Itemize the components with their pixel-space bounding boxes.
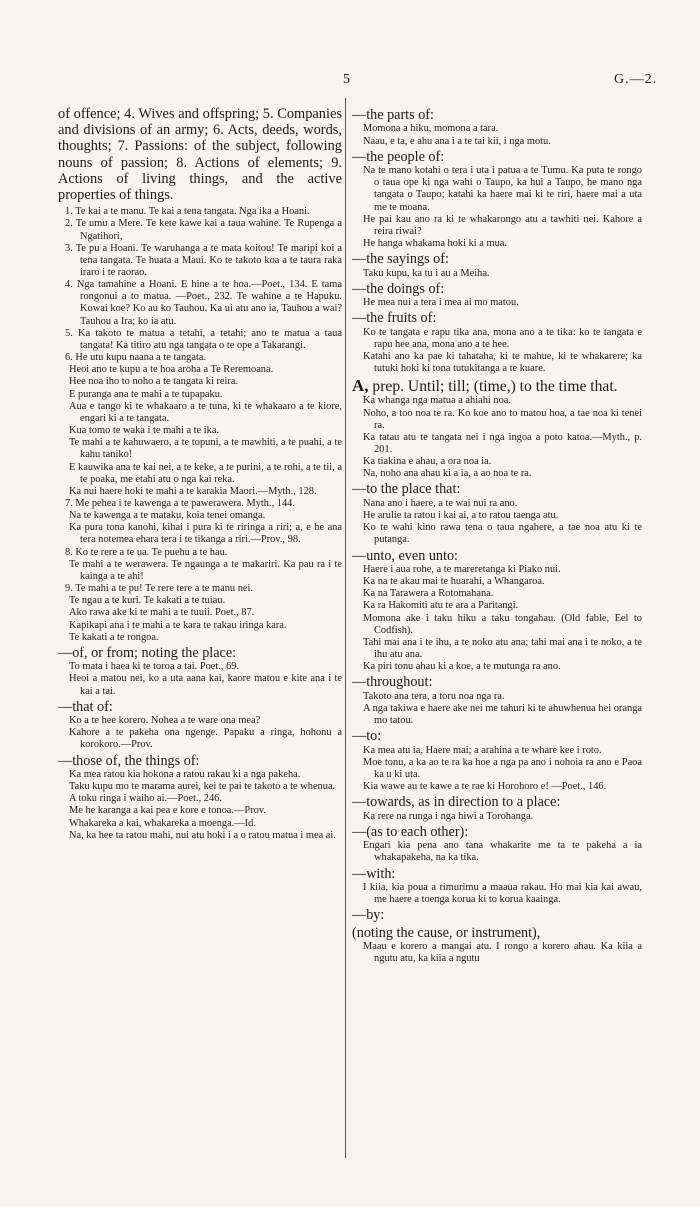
sense-heading: —those of, the things of: (58, 752, 200, 769)
sense-heading: —the sayings of: (352, 251, 449, 268)
example-line: Te kakati a te rongoa. (69, 631, 159, 643)
example-line: 8. Ko te rere a te ua. Te puehu a te hau. (65, 546, 228, 558)
example-line: Ka piri tonu ahau ki a koe, a te mutunga ra ano. (363, 661, 561, 673)
example-line: 9. Te mahi a te pu! Te rere tere a te manu nei. (65, 583, 253, 595)
example-line: I kiia, kia poua a rimurimu a maaua rakau. Ho mai kia kai awau, me haere a toenga korua ki to korua kaainga. (363, 881, 642, 906)
example-line: Ka mea ratou kia hokona a ratou rakau ki a nga pakeha. (69, 769, 301, 780)
example-line: 2. Te umu a Mere. Te kete kawe kai a taua wahine. Te Rupenga a Ngatihori, (65, 218, 342, 242)
sense-heading: —the doings of: (352, 280, 445, 297)
example-line: E kauwika ana te kai nei, a te keke, a te purini, a te rohi, a te tii, a te poaka, me etahi atu o nga kai reka. (69, 461, 342, 485)
example-line: He pai kau ano ra ki te whakarongo atu a tawhiti nei. Kahore a reira riwai? (363, 213, 642, 237)
example-line: Takoto ana tera, a toru noa nga ra. (363, 690, 505, 702)
example-line: Momona a hiku, momona a tara. (363, 123, 499, 135)
example-line: Ka rere na runga i nga hiwi a Torohanga. (363, 810, 534, 822)
right-column (352, 106, 642, 965)
example-line: Te mahi a te kahuwaero, a te topuni, a te mawhiti, a te puahi, a te kahu taniko! (69, 437, 342, 461)
example-line: Heoi a matou nei, ko a uta aana kai, kaore matou e kite ana i te kai a tai. (69, 673, 342, 697)
example-line: 1. Te kai a te manu. Te kai a tena tangata. Nga ika a Hoani. (65, 206, 310, 218)
example-line: Ko te tangata e rapu tika ana, mona ano a te tika: ko te tangata e rapu hee ana, mona ano a te hee. (363, 326, 642, 350)
example-line: A toku ringa i waiho ai.—Poet., 246. (69, 793, 222, 805)
example-line: He arulie ta ratou i kai ai, a to ratou taenga atu. (363, 510, 559, 522)
example-line: Ka pura tona kanohi, kihai i pura ki te riringa a riri; a, e he ana tera notemea ehara tera i te tikanga a riri.—Prov., 98. (69, 522, 342, 546)
example-line: Kia wawe au te kawe a te rae ki Horohoro e! —Poet., 146. (363, 781, 607, 793)
example-line: Whakareka a kai, whakareka a moenga.—Id. (69, 817, 256, 829)
document-reference: G.—2. (614, 72, 658, 87)
sense-heading: —by: (352, 907, 385, 924)
example-line: Heoi ano te kupu a te hoa aroha a Te Reremoana. (69, 364, 274, 376)
example-line: 4. Nga tamahine a Hoani. E hine a te hoa.—Poet., 134. E tama rongonui a to matua. —Poet., 232. Te wahine a te Hapuku. Kowai koe? Ko au ko Tauhou. Ka ui atu ano ia, Tauhou a wai? Tauhou a Ira; ko ia atu. (65, 279, 342, 327)
example-line: Me he karanga a kai pea e kore e tonoa.—Prov. (69, 805, 266, 817)
example-line: Taku kupu mo te marama aurei, kei te pai te takoto a te whenua. (69, 781, 336, 793)
example-line: Ko a te hee korero. Nohea a te ware ona mea? (69, 715, 261, 727)
sense-heading: —of, or from; noting the place: (58, 644, 237, 661)
example-line: Nana ano i haere, a te wai nui ra ano. (363, 497, 518, 509)
example-line: Na, noho ana ahau ki a ia, a ao noa te ra. (363, 468, 532, 480)
example-line: Ka whanga nga matua a ahiahi noa. (363, 395, 512, 407)
example-line: Ka tiakina e ahau, a ora noa ia. (363, 456, 492, 468)
example-line: Kapikapi ana i te mahi a te kara te rakau iringa kara. (69, 619, 287, 631)
headword-entry (352, 377, 642, 395)
example-line: 3. Te pu a Hoani. Te waruhanga a te mata koitou! Te maripi koi a tena tangata. Te huata a Maui. Ko te takoto koa a te taura raka iraro i te raorao. (65, 242, 342, 278)
example-line: 5. Ka takoto te matua a tetahi, a tetahi; ano te matua a taua tangata! Ka titiro atu nga tangata o te ope a Takarangi. (65, 327, 342, 351)
sense-heading: —the people of: (352, 148, 445, 165)
example-line: Taku kupu, ka tu i au a Meiha. (363, 267, 490, 279)
example-line: Kua tomo te waka i te mahi a te ika. (69, 425, 220, 437)
example-line: E puranga ana te mahi a te tupapaku. (69, 388, 223, 400)
column-divider (345, 98, 346, 1158)
sense-heading: —towards, as in direction to a place: (352, 794, 561, 811)
page-number: 5 (343, 72, 350, 87)
example-line: Na, ka hee ta ratou mahi, nui atu hoki i a o ratou matua i mea ai. (69, 829, 336, 841)
example-line: Haere i aua rohe, a te mareretanga ki Piako nui. (363, 563, 561, 575)
example-line: Engari kia pena ano tana whakarite me ta te pakeha a ia whakapakeha, na ka tika. (363, 840, 642, 864)
sense-heading: —that of: (58, 698, 113, 715)
sense-heading: —(as to each other): (352, 823, 469, 840)
example-line: Noho, a too noa te ra. Ko koe ano to matou hoa, a tae noa ki tenei ra. (363, 407, 642, 431)
paragraph: of offence; 4. Wives and offspring; 5. Companies and divisions of an army; 6. Acts, deeds, words, thoughts; 7. Passions: of the subject, following nouns of passion; 8. Actions of elements; 9. Actions of living things, and the active properties of things. (58, 106, 342, 204)
example-line: Te mahi a te werawera. Te ngaunga a te makariri. Ka pau ra i te kainga a te ahi! (69, 558, 342, 582)
example-line: 7. Me pehea i te kawenga a te pawerawera. Myth., 144. (65, 497, 295, 509)
example-line: Ka ra Hakomiti atu te ara a Paritangi. (363, 600, 519, 612)
example-line: Naau, e ta, e ahu ana i a te tai kii, i nga motu. (363, 135, 551, 147)
example-line: Momona ake i taku hiku a taku tongahau. (Old fable, Eel to Codfish). (363, 612, 642, 636)
example-line: Ka tatau atu te tangata nei i nga ingoa a poto katoa.—Myth., p. 201. (363, 431, 642, 455)
headword: A, (352, 376, 369, 396)
example-line: Moe tonu, a ka ao te ra ka hoe a nga pa ano i nohoia ra ano e Paoa ka u ki uta. (363, 756, 642, 780)
example-line: Ka na te akau mai te huarahi, a Whangaroa. (363, 576, 545, 588)
sense-heading: —the fruits of: (352, 310, 437, 327)
example-line: Na te kawenga a te mataku, koia tenei omanga. (69, 510, 266, 522)
example-line: Aua e tango ki te whakaaro a te tuna, ki te whakaaro a te kiore, engari ki a te tangata. (69, 400, 342, 424)
sense-heading: —unto, even unto: (352, 547, 458, 564)
example-line: Na te mano kotahi o tera i uta i patua a te Tumu. Ka puta te rongo o taua ope ki nga wahi o Taupo, ka hui a Taupo, he mano nga tangata o Taupo; katahi ka haere mai ki te riri, haere mai a uta me te moana. (363, 165, 642, 213)
example-line: He hanga whakama hoki ki a mua. (363, 238, 507, 250)
example-line: To mata i haea ki te toroa a tai. Poet., 69. (69, 661, 240, 673)
example-line: Kahore a te pakeha ona ngenge. Papaku a ringa, hohonu a korokoro.—Prov. (69, 727, 342, 751)
example-line: A nga takiwa e haere ake nei me tahuri ki te ahuwhenua hei oranga mo tatou. (363, 702, 642, 727)
headword-definition: prep. Until; till; (time,) to the time that. (368, 378, 618, 396)
example-line: Ka na Tarawera a Rotomahana. (363, 588, 494, 600)
example-line: Hee noa iho to noho a te tangata ki reira. (69, 376, 239, 388)
example-line: Ko te wahi kino rawa tena o taua ngahere, a tae noa atu ki te putanga. (363, 522, 642, 546)
sense-heading: —with: (352, 865, 396, 882)
sense-heading: —to: (352, 728, 382, 745)
example-line: Ako rawa ake ki te mahi a te tuuii. Poet., 87. (69, 607, 255, 619)
sense-heading: —the parts of: (352, 107, 434, 123)
sense-heading: —throughout: (352, 674, 433, 691)
sense-heading: —to the place that: (352, 481, 461, 498)
example-line: Maau e korero a mangai atu. I rongo a korero ahau. Ka kiia a ngutu atu, ka kiia a ngutu (363, 941, 642, 965)
example-line: Katahi ano ka pae ki tahataha, ki te mahue, ki te whakarere; ka tutuki hoki ki tona tutukitanga a te kuare. (363, 351, 642, 375)
left-column (58, 106, 342, 842)
sense-heading: (noting the cause, or instrument), (352, 924, 541, 941)
example-line: Tahi mai ana i te ihu, a te noko atu ana; tahi mai ana i te noko, a te ihu atu ana. (363, 636, 642, 660)
example-line: Ka nui haere hoki te mahi a te karakia Maori.—Myth., 128. (69, 485, 317, 497)
example-line: He mea nui a tera i mea ai mo matou. (363, 297, 519, 309)
example-line: Ka mea atu ia, Haere mai; a arahina a te whare kee i roto. (363, 744, 602, 756)
example-line: 6. He utu kupu naana a te tangata. (65, 352, 207, 364)
example-line: Te ngau a te kuri. Te kakati a te tuiau. (69, 595, 226, 607)
